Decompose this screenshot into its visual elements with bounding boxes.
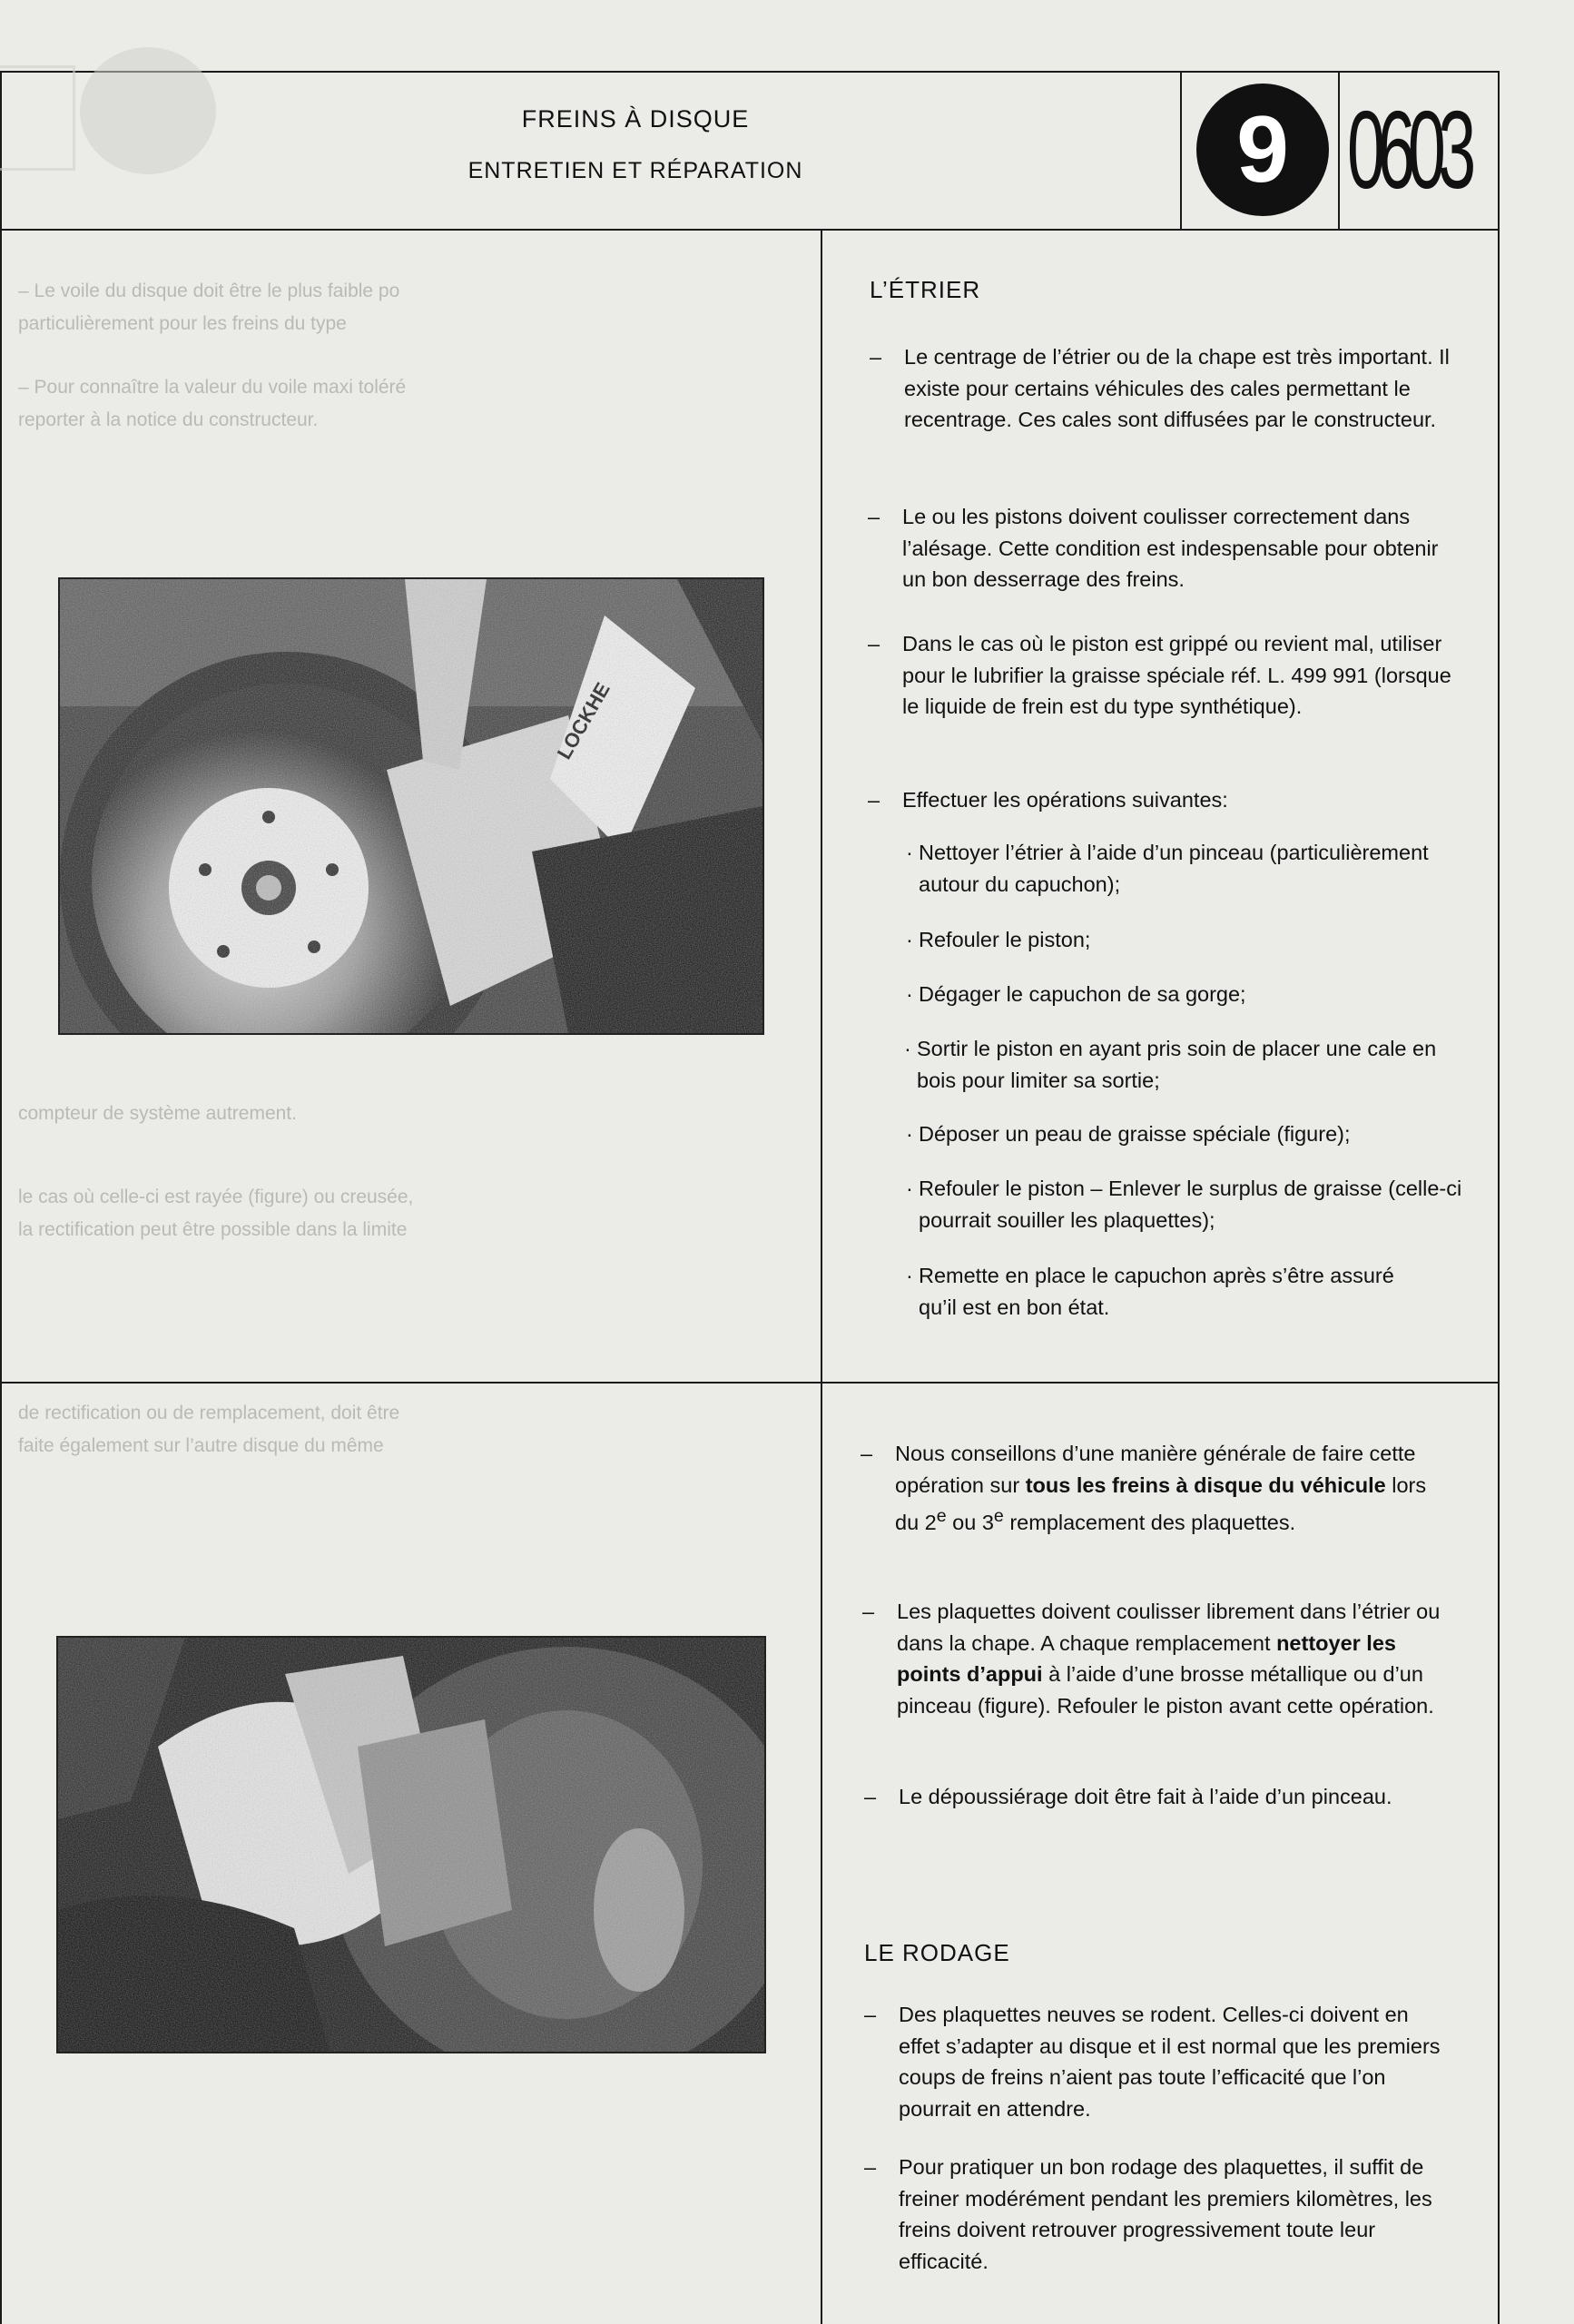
lower-p1-bold: tous les freins à disque du véhicule — [1025, 1472, 1386, 1497]
page-title: FREINS À DISQUE — [521, 105, 750, 133]
bleed-text: reporter à la notice du constructeur. — [18, 409, 319, 430]
lower-p2-text-b: à l’aide d’une brosse métallique ou d’un pinceau (figure). Refouler le piston avant cette opération. — [897, 1662, 1434, 1718]
header-divider-2 — [1338, 71, 1340, 229]
step-item: · Sortir le piston en ayant pris soin de placer une cale en bois pour limiter sa sortie; — [904, 1037, 1437, 1092]
lower-p1-text-d: remplacement des plaquettes. — [1003, 1510, 1296, 1534]
header-divider-1 — [1180, 71, 1182, 229]
step-item: · Refouler le piston; — [906, 928, 1091, 951]
step-text: Nettoyer l’étrier à l’aide d’un pinceau (particulièrement autour du capuchon); — [919, 841, 1429, 896]
etrier-paragraph-3: – Dans le cas où le piston est grippé ou revient mal, utiliser pour le lubrifier la graisse spéciale réf. L. 499 991 (lorsque le liquide de frein est du type synthétique). — [868, 632, 1451, 718]
step-text: Refouler le piston; — [919, 928, 1091, 951]
figure-cleaning-contact-points — [56, 1636, 766, 2053]
brake-disc-photo-icon — [60, 579, 762, 1033]
bleed-text: compteur de système autrement. — [18, 1103, 297, 1124]
etrier-p4-text: Effectuer les opérations suivantes: — [902, 788, 1228, 812]
bleed-text: – Pour connaître la valeur du voile maxi toléré — [18, 377, 407, 398]
etrier-p2-text: Le ou les pistons doivent coulisser correctement dans l’alésage. Cette condition est indespensable pour obtenir un bon desserrage des freins. — [902, 505, 1439, 591]
bleed-text: faite également sur l’autre disque du même — [18, 1435, 384, 1456]
etrier-p3-text: Dans le cas où le piston est grippé ou revient mal, utiliser pour le lubrifier la graisse spéciale réf. L. 499 991 (lorsque le liquide de frein est du type synthétique). — [902, 632, 1451, 718]
figure-caliper-greasing — [58, 577, 764, 1035]
etrier-paragraph-1: – Le centrage de l’étrier ou de la chape est très important. Il existe pour certains véhicules des cales permettant le recentrage. Ces cales sont diffusées par le constructeur. — [870, 345, 1450, 431]
bleed-text: la rectification peut être possible dans la limite — [18, 1219, 408, 1240]
bleed-text: le cas où celle-ci est rayée (figure) ou creusée, — [18, 1187, 414, 1207]
etrier-paragraph-4: – Effectuer les opérations suivantes: — [868, 788, 1228, 812]
step-text: Sortir le piston en ayant pris soin de placer une cale en bois pour limiter sa sortie; — [917, 1037, 1437, 1092]
step-item: · Dégager le capuchon de sa gorge; — [906, 982, 1246, 1006]
lower-p1-text-b: lors du 2 — [895, 1472, 1427, 1534]
header-rule — [0, 229, 1500, 231]
step-text: Dégager le capuchon de sa gorge; — [919, 982, 1246, 1006]
rodage-paragraph-2: – Pour pratiquer un bon rodage des plaquettes, il suffit de freiner modérément pendant les premiers kilomètres, les freins doivent retrouver progressivement toute leur efficacité. — [864, 2155, 1432, 2273]
rodage-p1-text: Des plaquettes neuves se rodent. Celles-ci doivent en effet s’adapter au disque et il est normal que les premiers coups de freins n’aient pas toute l’efficacité que l’on pourrait en attendre. — [899, 2003, 1441, 2121]
lower-p1-sup2: e — [993, 1506, 1004, 1526]
etrier-p1-text: Le centrage de l’étrier ou de la chape est très important. Il existe pour certains véhicules des cales permettant le recentrage. Ces cales sont diffusées par le constructeur. — [904, 345, 1450, 431]
lower-paragraph-1: – Nous conseillons d’une manière générale de faire cette opération sur tous les freins à disque du véhicule lors du 2e ou 3e remplacement des plaquettes. — [861, 1442, 1427, 1534]
step-text: Remette en place le capuchon après s’être assuré qu’il est en bon état. — [919, 1264, 1394, 1319]
lower-p1-sup1: e — [936, 1506, 947, 1526]
step-item: · Déposer un peau de graisse spéciale (figure); — [906, 1122, 1351, 1146]
bleed-text: particulièrement pour les freins du type — [18, 313, 347, 334]
lower-paragraph-2: – Les plaquettes doivent coulisser librement dans l’étrier ou dans la chape. A chaque remplacement nettoyer les points d’appui à l’aide d’une brosse métallique ou d’un pinceau (figure). Refouler le piston avant cette opération. — [862, 1600, 1441, 1718]
middle-rule — [0, 1382, 1500, 1384]
lower-paragraph-3: – Le dépoussiérage doit être fait à l’aide d’un pinceau. — [864, 1785, 1392, 1808]
step-text: Refouler le piston – Enlever le surplus de graisse (celle-ci pourrait souiller les plaquettes); — [919, 1177, 1462, 1232]
lower-p2-bold: nettoyer les points d’appui — [897, 1630, 1396, 1686]
rodage-p2-text: Pour pratiquer un bon rodage des plaquettes, il suffit de freiner modérément pendant les premiers kilomètres, les freins doivent retrouver progressivement toute leur efficacité. — [899, 2155, 1432, 2273]
step-item: · Remette en place le capuchon après s’être assuré qu’il est en bon état. — [906, 1264, 1394, 1319]
step-item: · Nettoyer l’étrier à l’aide d’un pinceau (particulièrement autour du capuchon); — [906, 841, 1429, 896]
page-subtitle: ENTRETIEN ET RÉPARATION — [467, 158, 803, 183]
step-item: · Refouler le piston – Enlever le surplus de graisse (celle-ci pourrait souiller les plaquettes); — [906, 1177, 1462, 1232]
lower-p1-text-c: ou 3 — [946, 1510, 994, 1534]
ghost-logo-icon — [80, 47, 216, 174]
rodage-paragraph-1: – Des plaquettes neuves se rodent. Celles-ci doivent en effet s’adapter au disque et il est normal que les premiers coups de freins n’aient pas toute l’efficacité que l’on pourrait en attendre. — [864, 2003, 1441, 2121]
etrier-paragraph-2: – Le ou les pistons doivent coulisser correctement dans l’alésage. Cette condition est indespensable pour obtenir un bon desserrage des freins. — [868, 505, 1439, 591]
lower-p3-text: Le dépoussiérage doit être fait à l’aide d’un pinceau. — [899, 1785, 1392, 1808]
lower-p2-text-a: Les plaquettes doivent coulisser librement dans l’étrier ou dans la chape. A chaque remplacement — [897, 1600, 1441, 1655]
column-divider — [821, 229, 822, 2324]
step-text: Déposer un peau de graisse spéciale (figure); — [919, 1122, 1351, 1146]
lower-p1-text-a: Nous conseillons d’une manière générale de faire cette opération sur — [895, 1442, 1416, 1497]
section-heading-etrier: L’ÉTRIER — [870, 276, 981, 303]
brush-cleaning-photo-icon — [58, 1638, 764, 2052]
bleed-text: – Le voile du disque doit être le plus faible po — [18, 281, 400, 301]
section-heading-rodage: LE RODAGE — [864, 1939, 1010, 1966]
section-number-badge: 9 — [1196, 84, 1329, 216]
bleed-text: de rectification ou de remplacement, doit être — [18, 1403, 400, 1423]
ghost-bracket-icon — [0, 65, 75, 171]
page-code: 0603 — [1347, 88, 1469, 212]
